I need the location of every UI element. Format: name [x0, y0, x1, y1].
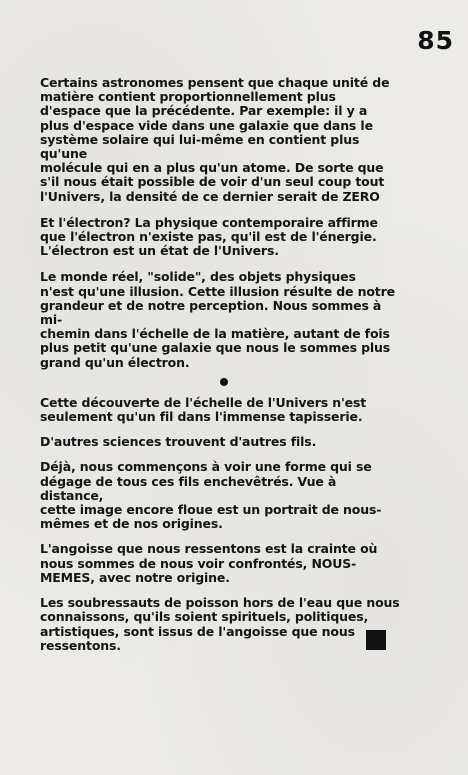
- end-of-chapter-square: [366, 630, 386, 650]
- paragraph-real-world: Le monde réel, "solide", des objets physiques n'est qu'une illusion. Cette illusion résulte de notre grandeur et de notre perception. Nous sommes à mi- chemin dans l'échelle de la matière, autant de fois plus petit qu'une galaxie que nous le sommes plus grand qu'un électron.: [40, 269, 395, 370]
- section-dot-separator: [220, 378, 228, 386]
- paragraph-electron: Et l'électron? La physique contemporaire affirme que l'électron n'existe pas, qu'il est de l'énergie. L'électron est un état de l'Univers.: [40, 214, 378, 259]
- paragraph-portrait: Déjà, nous commençons à voir une forme qui se dégage de tous ces fils enchevêtrés. Vue à distance, cette image encore floue est un portrait de nous- mêmes et de nos origines.: [40, 459, 382, 532]
- paragraph-discovery: Cette découverte de l'échelle de l'Univers n'est seulement qu'un fil dans l'immense tapisserie.: [40, 394, 367, 425]
- paragraph-fish-out-of-water: Les soubressauts de poisson hors de l'eau que nous connaissons, qu'ils soient spirituels, politiques, artistiques, sont issus de l'angoisse que nous ressentons.: [40, 595, 400, 653]
- paragraph-astronomers: Certains astronomes pensent que chaque unité de matière contient proportionnellement plus d'espace que la précédente. Par exemple: il y a plus d'espace vide dans une galaxie que dans le système solaire qui lui-même en contient plus qu'une molécule qui en a plus qu'un atome. De sorte que s'il nous était possible de voir d'un seul coup tout l'Univers, la densité de ce dernier serait de ZERO: [40, 75, 390, 204]
- paragraph-anguish: L'angoisse que nous ressentons est la crainte où nous sommes de nous voir confrontés, NOUS- MEMES, avec notre origine.: [40, 541, 378, 585]
- page-number: 85: [417, 26, 454, 55]
- paragraph-other-sciences: D'autres sciences trouvent d'autres fils.: [40, 434, 317, 450]
- page-content: [40, 76, 400, 664]
